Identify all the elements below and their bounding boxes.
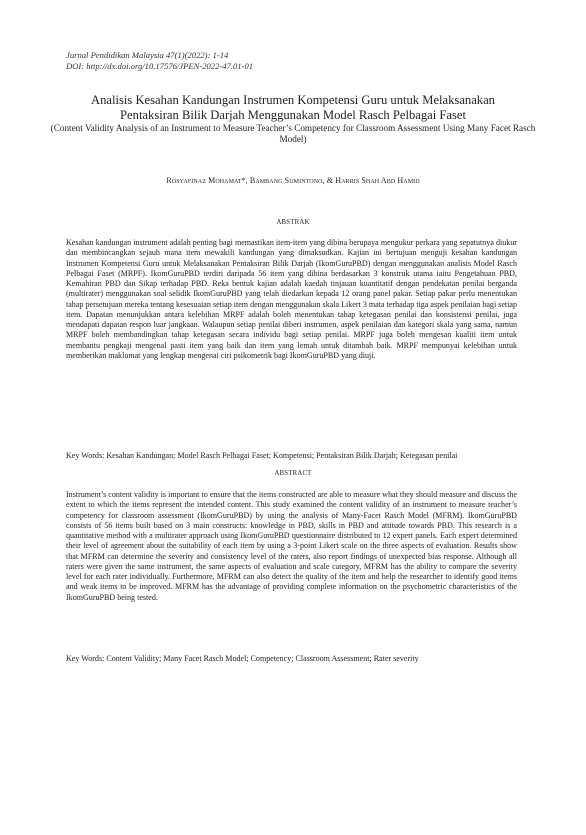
journal-citation: Jurnal Pendidikan Malaysia 47(1)(2022): 1-14 — [66, 50, 229, 60]
author-list: Rosyafinaz Mohamat*, Bambang Sumintono, & Harris Shah Abd Hamid — [166, 176, 420, 185]
abstract-keywords: Key Words: Content Validity; Many Facet Rasch Model; Competency; Classroom Assessment; Rater severity — [66, 654, 419, 663]
paper-title-english: (Content Validity Analysis of an Instrument to Measure Teacher’s Competency for Classroom Assessment Using Many Facet Rasch Model) — [50, 123, 536, 145]
abstrak-text: Kesahan kandungan instrument adalah penting bagi memastikan item-item yang dibina berupaya mengukur perkara yang sepatutnya diukur dan membincangkan sejauh mana item mewakili kandungan yang dimaksudkan. Kajian ini bertujuan menguji kesahan kandungan Instrumen Kompetensi Guru untuk Melaksanakan Pentaksiran Bilik Darjah (IkomGuruPBD) dengan menggunakan analisis Model Rasch Pelbagai Faset (MRPF). IkomGuruPBD terdiri daripada 56 item yang dibina berdasarkan 3 konstruk utama iaitu Pengetahuan PBD, Kemahiran PBD dan Sikap terhadap PBD. Reka bentuk kajian adalah kaedah tinjauan kuantitatif dengan pendekatan penilai berganda (multirater) menggunakan soal selidik IkomGuruPBD yang telah diedarkan kepada 12 orang panel pakar. Setiap pakar perlu menentukan tahap persetujuan mereka tentang kesesuaian setiap item dengan menggunakan skala Likert 3 mata terhadap tiga aspek penilaian bagi setiap item. Dapatan menunjukkan antara kelebihan MRPF adalah boleh menentukan tahap ketegasan penilai dan konsistensi penilai, juga mendapati dapatan respon luar jangkaan. Walaupun setiap penilai diberi instrumen, aspek penilaian dan kategori skala yang sama, namun MRPF boleh membandingkan tahap ketegasan secara individu bagi setiap penilai. MRPF juga boleh mengesan kualiti item untuk membantu pengkaji mengenal pasti item yang baik dan item yang lemah untuk ditambah baik. MRPF mempunyai kelebihan untuk memberikan maklumat yang lengkap mengenai ciri psikometrik bagi IkomGuruPBD yang diuji. — [66, 238, 517, 360]
journal-doi: DOI: http://dx.doi.org/10.17576/JPEN-2022-47.01-01 — [66, 61, 254, 71]
abstrak-keywords: Key Words: Kesahan Kandungan; Model Rasch Pelbagai Faset; Kompetensi; Pentaksiran Bilik Darjah; Ketegasan penilai — [66, 451, 458, 460]
journal-header — [66, 50, 253, 72]
abstract-text: Instrument’s content validity is important to ensure that the items constructed are able to measure what they should measure and discuss the extent to which the items represent the intended content. This study examined the content validity of an instrument to measure teacher’s competency for classroom assessment (IkomGuruPBD) by using the analysis of Many-Facet Rasch Model (MFRM). IkomGuruPBD consists of 56 items built based on 3 main constructs: knowledge in PBD, skills in PBD and attitude towards PBD. This research is a quantitative method with a multirater approach using IkomGuruPBD questionnaire distributed to 12 expert panels. Each expert determined their level of agreement about the suitability of each item by using a 3-point Likert scale on the three aspects of evaluation. Results show that MFRM can determine the severity and consistency level of the raters, also report findings of unexpected bias response. Although all raters were given the same instrument, the same aspects of evaluation and scale category, MFRM has the ability to compare the severity level for each rater individually. Furthermore, MFRM can also detect the quality of the item and help the researcher to identify good items and weak items to be improved. MFRM has the advantage of providing complete information on the psychometric characteristics of the IkomGuruPBD being tested. — [66, 490, 517, 602]
paper-title-line-2: Pentaksiran Bilik Darjah Menggunakan Model Rasch Pelbagai Faset — [120, 107, 466, 122]
abstract-heading: ABSTRACT — [274, 470, 312, 477]
title-block — [40, 93, 546, 146]
abstrak-heading: ABSTRAK — [276, 219, 310, 226]
paper-title-line-1: Analisis Kesahan Kandungan Instrumen Kompetensi Guru untuk Melaksanakan — [91, 93, 495, 107]
